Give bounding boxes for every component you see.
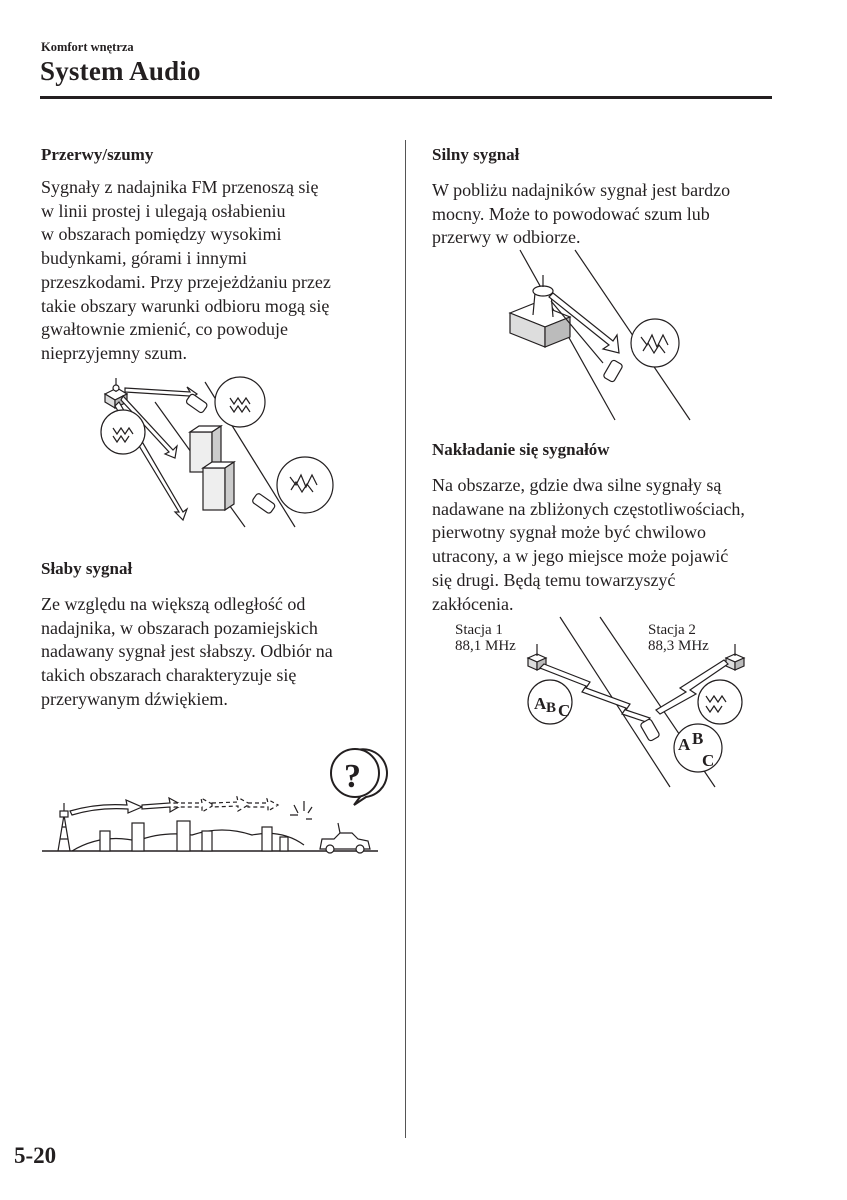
station2-frequency: 88,3 MHz bbox=[648, 638, 709, 654]
illustration-strong-signal bbox=[505, 245, 700, 425]
text-line: nadawany sygnał jest słabszy. Odbiór na bbox=[41, 641, 333, 662]
text-line: nieprzyjemny szum. bbox=[41, 342, 187, 363]
text-line: nadawane na zbliżonych częstotliwościach, bbox=[432, 498, 745, 519]
car-icon bbox=[320, 823, 370, 853]
paragraph-weak-signal bbox=[41, 593, 391, 712]
station1-name: Stacja 1 bbox=[455, 622, 503, 638]
transmitter-building-icon bbox=[510, 275, 570, 347]
text-line: Ze względu na większą odległość od bbox=[41, 594, 306, 614]
bubble-letter-b: B bbox=[692, 729, 704, 748]
heading-interruptions: Przerwy/szumy bbox=[41, 145, 154, 164]
bubble-letter-b: B bbox=[546, 700, 557, 716]
station1-label bbox=[455, 622, 516, 654]
text-line: pierwotny sygnał może być chwilowo bbox=[432, 522, 706, 543]
transmitter-icon bbox=[726, 644, 744, 670]
text-line: W pobliżu nadajników sygnał jest bardzo bbox=[432, 180, 731, 200]
text-line: takie obszary warunki odbioru mogą się bbox=[41, 295, 330, 316]
text-line: zakłócenia. bbox=[432, 593, 514, 614]
illustration-overlap bbox=[520, 612, 760, 792]
text-line: przerwy w odbiorze. bbox=[432, 227, 581, 248]
station1-frequency: 88,1 MHz bbox=[455, 638, 516, 654]
illustration-interruptions bbox=[95, 372, 335, 532]
noise-bubble-icon bbox=[631, 319, 679, 367]
text-line: gwałtownie zmienić, co powoduje bbox=[41, 319, 288, 340]
heading-overlap: Nakładanie się sygnałów bbox=[432, 440, 610, 459]
page-title: System Audio bbox=[40, 56, 201, 86]
text-line: przerywanym dźwiękiem. bbox=[41, 688, 228, 709]
illustration-weak-signal bbox=[42, 745, 382, 855]
text-line: nadajnika, w obszarach pozamiejskich bbox=[41, 617, 318, 638]
noise-bubble-icon bbox=[698, 680, 742, 724]
title-divider bbox=[40, 96, 772, 99]
text-line: takich obszarach charakteryzuje się bbox=[41, 665, 297, 686]
text-line: przeszkodami. Przy przejeżdżaniu przez bbox=[41, 271, 331, 292]
question-mark-icon: ? bbox=[344, 758, 361, 795]
car-icon bbox=[252, 493, 276, 515]
paragraph-overlap bbox=[432, 474, 782, 616]
station2-name: Stacja 2 bbox=[648, 622, 696, 638]
column-divider bbox=[405, 140, 406, 1138]
text-line: się drugi. Będą temu towarzyszyć bbox=[432, 569, 676, 590]
bubble-letter-a: A bbox=[534, 694, 547, 713]
radio-tower-icon bbox=[58, 803, 70, 851]
text-line: Sygnały z nadajnika FM przenoszą się bbox=[41, 177, 319, 197]
paragraph-interruptions bbox=[41, 176, 391, 366]
text-line: w obszarach pomiędzy wysokimi bbox=[41, 224, 282, 245]
paragraph-strong-signal bbox=[432, 179, 782, 250]
car-icon bbox=[640, 718, 660, 741]
text-line: Na obszarze, gdzie dwa silne sygnały są bbox=[432, 475, 722, 495]
section-label: Komfort wnętrza bbox=[41, 40, 134, 54]
text-line: utracony, a w jego miejsce może pojawić bbox=[432, 546, 729, 567]
heading-strong-signal: Silny sygnał bbox=[432, 145, 520, 164]
text-line: w linii prostej i ulegają osłabieniu bbox=[41, 200, 286, 221]
heading-weak-signal: Słaby sygnał bbox=[41, 559, 133, 578]
page-number: 5-20 bbox=[14, 1143, 57, 1168]
bubble-letter-a: A bbox=[678, 735, 691, 754]
bubble-letter-c: C bbox=[558, 701, 571, 720]
text-line: budynkami, górami i innymi bbox=[41, 248, 247, 269]
text-line: mocny. Może to powodować szum lub bbox=[432, 203, 710, 224]
car-icon bbox=[603, 359, 623, 382]
bubble-letter-c: C bbox=[702, 751, 715, 770]
